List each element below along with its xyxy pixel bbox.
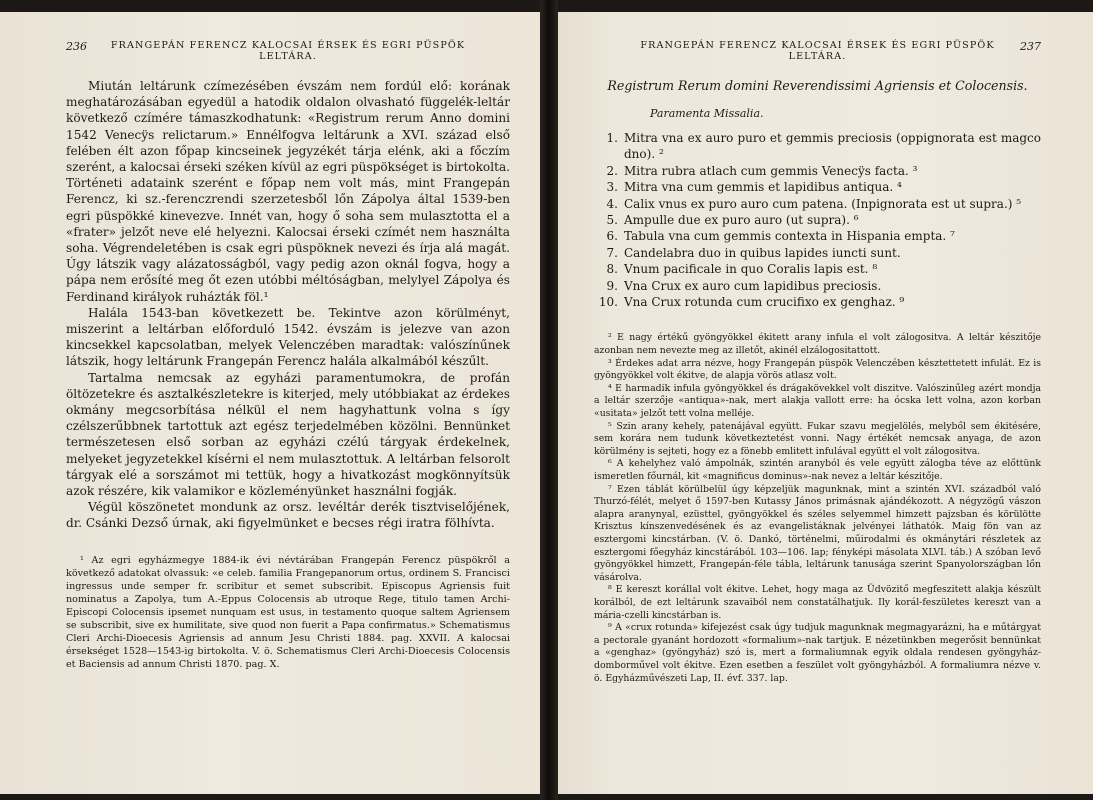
list-item xyxy=(594,179,1041,195)
running-title: FRANGEPÁN FERENCZ KALOCSAI ÉRSEK ÉS EGRI PÜSPÖK LELTÁRA. xyxy=(640,40,995,62)
item-number: 8. xyxy=(606,262,618,277)
footnote: ⁹ A «crux rotunda» kifejezést csak úgy tudjuk magunknak megmagyarázni, ha e műtárgyat a pectorale gyanánt hordozott «formalium»-nak tartjuk. E nézetünkben megerősit bennünkat a «genghaz» (gyöngyház) szó is, mert a formaliumnak egyik oldala rendesen gyöngyház-domborművel volt ékitve. Ezen esetben a feszület volt gyöngyházból. A formaliumra nézve v. ö. Egyházművészeti Lap, II. évf. 337. lap. xyxy=(594,622,1041,684)
footnote: ⁷ Ezen táblát körülbelül úgy képzeljük magunknak, mint a szintén XVI. századból való Thurzó-félét, melyet ő 1597-ben Kutassy János primásnak ajándékozott. A négyzögű vászon alapra aranynyal, ezüsttel, gyöngyökkel és széles selyemmel himzett pajzsban és körülötte Krisztus kínszenvedésének és az evangelistáknak jelvényei láthatók. Maig fön van az esztergomi kincstárban. (V. ö. Dankó, történelmi, műirodalmi és okmánytári részletek az esztergomi főegyház kincstárából. 103—106. lap; fényképi másolata XLVI. táb.) A szóban levő gyöngyökkel himzett, Frangepán-féle tábla, leltárunk tanusága szerint Spanyolországban lőn vásárolva. xyxy=(594,483,1041,583)
item-text: Mitra rubra atlach cum gemmis Venecÿs facta. ³ xyxy=(624,163,918,178)
body-paragraph: Miután leltárunk czímezésében évszám nem fordúl elő: korának meghatározásában egyedül a hatodik oldalon olvasható függelék-leltár következő czímére támaszkodhatunk: «Registrum rerum Anno domini 1542 Venecÿs relictarum.» Ennélfogva leltárunk a XVI. század első felében élt azon főpap kincseinek jegyzékét tárja elénk, aki a főczím szerént, a kalocsai érseki széken kívül az egri püspökséget is birtokolta. Történeti adataink szerént e főpap nem volt más, mint Frangepán Ferencz, ki sz.-ferenczrendi szerzetesből lőn Zápolya által 1539-ben egri püspökké kinevezve. Innét van, hogy ő soha sem mulasztotta el a «frater» jelzőt neve elé helyezni. Kalocsai érseki czímét nem használta soha. Végrendeletében is csak egri püspöknek nevezi és írja alá magát. Úgy látszik vagy alázatosságból, vagy pedig azon oknál fogva, hogy a pápa nem erősíté meg őt ezen utóbbi méltóságban, melylyel Zápolya és Ferdinand királyok ruházták föl.¹ xyxy=(66,79,510,304)
register-title: Registrum Rerum domini Reverendissimi Agriensis et Colocensis. xyxy=(607,78,1028,93)
item-text: Vnum pacificale in quo Coralis lapis est. ⁸ xyxy=(624,262,878,277)
list-item xyxy=(594,294,1041,310)
item-text: Tabula vna cum gemmis contexta in Hispania empta. ⁷ xyxy=(624,229,955,244)
item-number: 7. xyxy=(606,245,618,260)
item-text: Calix vnus ex puro auro cum patena. (Inpignorata est ut supra.) ⁵ xyxy=(624,196,1022,211)
item-number: 10. xyxy=(598,295,618,310)
body-paragraph: Tartalma nemcsak az egyházi paramentumokra, de profán öltözetekre és asztalkészletekre is kiterjed, mely utóbbiakat az érdekes okmány megcsorbítása nélkül el nem hagyhattunk volna s így czélszerűbbnek tartottuk azt egész terjedelmében közölni. Bennünket természetesen első sorban az egyházi czélú tárgyak érdekelnek, melyeket jegyzetekkel kísérni el nem mulasztottuk. A leltárban felsorolt tárgyak elé a sorszámot mi tettük, hogy a hivatkozást mogkönnyítsük azok részére, kik valamikor e közleményünket használni fogják. xyxy=(66,370,510,499)
item-text: Candelabra duo in quibus lapides iuncti sunt. xyxy=(624,245,901,260)
footnotes xyxy=(66,554,510,671)
footnote: ³ Érdekes adat arra nézve, hogy Frangepán püspök Velenczében késztettetett infulát. Ez is gyöngyökkel volt ékitve, de alapja vörös atlasz volt. xyxy=(594,357,1041,382)
register-subtitle: Paramenta Missalia. xyxy=(650,107,764,120)
body-paragraph: Halála 1543-ban következett be. Tekintve azon körülményt, miszerint a leltárban előforduló 1542. évszám is jelezve van azon kincsekkel kapcsolatban, melyek Velenczében maradtak: valószínűnek látszik, hogy leltárunk Frangepán Ferencz halála alkalmából készűlt. xyxy=(66,305,510,369)
footnote: ⁸ E kereszt korállal volt ékitve. Lehet, hogy maga az Üdvözitő megfeszitett alakja készült korálból, de ezt leltárunk szavaiból nem constatálhatjuk. Ily korál-feszületes kereszt van a mária-czelli kincstárban is. xyxy=(594,584,1041,621)
page-number: 236 xyxy=(66,40,87,53)
list-item xyxy=(594,228,1041,244)
item-number: 6. xyxy=(606,229,618,244)
footnote: ⁵ Szin arany kehely, patenájával együtt. Fukar szavu megjelölés, melyből sem ékitésére, sem korára nem tudunk következtetést vonni. Nagy értékét nemcsak anyaga, de azon körülmény is sejteti, hogy ez a fönebb emlitett infulával együtt el volt zálogositva. xyxy=(594,420,1041,457)
footnote: ¹ Az egri egyházmegye 1884-ik évi névtárában Frangepán Ferencz püspökről a következő adatokat olvassuk: «e celeb. familia Frangepanorum ortus, ordinem S. Francisci ingressus unde semper fr. scribitur et semet subscribit. Episcopus Agriensis fuit nominatus a Zapolya, tum A.-Eppus Colocensis ab utroque Rege, titulo tamen Archi-Episcopi Colocensis ipsemet nunquam est usus, in testamento quoque saltem Agriensem se subscribit, sive ex humilitate, sive quod non fuerit a Papa confirmatus.» Schematismus Cleri Archi-Dioecesis Agriensis ad annum Jesu Christi 1884. pag. XXVII. A kalocsai érsekséget 1528—1543-ig birtokolta. V. ö. Schematismus Cleri Archi-Dioecesis Colocensis et Baciensis ad annum Christi 1870. pag. X. xyxy=(66,554,510,670)
running-title: FRANGEPÁN FERENCZ KALOCSAI ÉRSEK ÉS EGRI PÜSPÖK LELTÁRA. xyxy=(110,40,466,62)
inventory-list xyxy=(594,130,1041,310)
footnote: ² E nagy értékű gyöngyökkel ékitett arany infula el volt zálogositva. A leltár készitője azonban nem nevezte meg az illetőt, akinél elzálogositattott. xyxy=(594,332,1041,357)
item-number: 1. xyxy=(606,131,618,145)
item-number: 3. xyxy=(606,180,618,195)
right-running-head xyxy=(594,40,1041,62)
item-text: Mitra vna cum gemmis et lapidibus antiqua. ⁴ xyxy=(624,180,902,195)
list-item xyxy=(594,278,1041,294)
item-text: Mitra vna ex auro puro et gemmis preciosis (oppignorata est magco dno). ² xyxy=(624,131,1041,162)
right-page xyxy=(552,12,1093,794)
footnotes xyxy=(594,332,1041,685)
item-text: Vna Crux ex auro cum lapidibus preciosis. xyxy=(624,278,882,293)
item-number: 4. xyxy=(606,196,618,211)
list-item xyxy=(594,245,1041,261)
list-item xyxy=(594,212,1041,228)
item-number: 2. xyxy=(606,163,618,178)
left-running-head xyxy=(66,40,510,62)
item-text: Vna Crux rotunda cum crucifixo ex genghaz. ⁹ xyxy=(624,295,905,310)
item-number: 9. xyxy=(606,278,618,293)
item-text: Ampulle due ex puro auro (ut supra). ⁶ xyxy=(624,213,859,228)
list-item xyxy=(594,130,1041,163)
body-paragraph: Végül köszönetet mondunk az orsz. levéltár derék tisztviselőjének, dr. Csánki Dezső úrnak, aki figyelmünket e becses régi iratra fölhívta. xyxy=(66,500,510,531)
list-item xyxy=(594,163,1041,179)
footnote: ⁶ A kehelyhez való ámpolnák, szintén aranyból és vele együtt zálogba téve az előttünk ismeretlen főurnál, kit «magnificus dominus»-nak nevez a leltár készitője. xyxy=(594,458,1041,482)
list-item xyxy=(594,196,1041,212)
page-number: 237 xyxy=(1020,40,1041,53)
book-gutter xyxy=(540,0,558,800)
item-number: 5. xyxy=(606,213,618,228)
footnote: ⁴ E harmadik infula gyöngyökkel és drágakövekkel volt diszitve. Valószinűleg azért mondja a leltár szerzője «antiqua»-nak, mert alakja vallott erre: ha ócska lett volna, azon korban «usitata» jelzőt tett volna melléje. xyxy=(594,382,1041,420)
list-item xyxy=(594,261,1041,277)
left-page xyxy=(0,12,546,794)
